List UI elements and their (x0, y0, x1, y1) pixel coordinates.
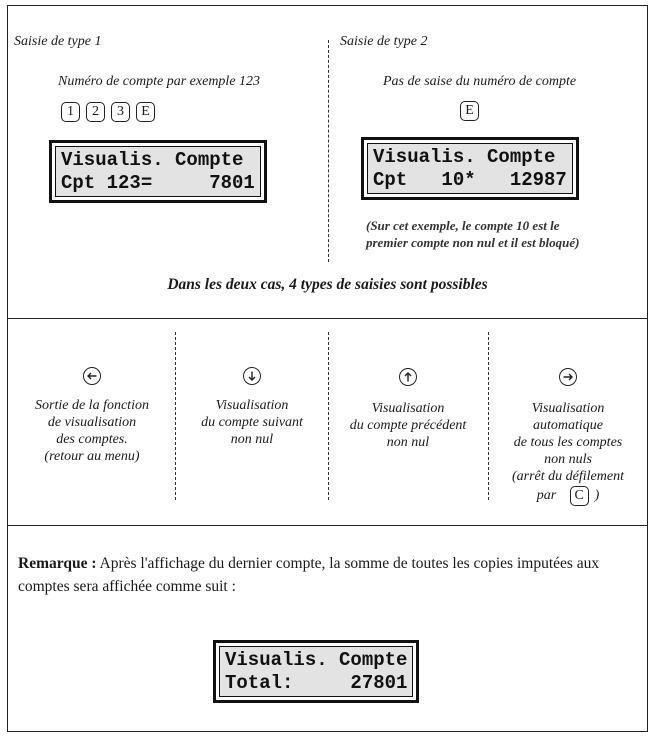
lcd-line-2: Total: 27801 (225, 672, 408, 694)
key-e[interactable]: E (460, 101, 479, 121)
lcd-line-1: Visualis. Compte (225, 649, 408, 671)
function-text: Sortie de la fonction (35, 398, 149, 413)
arrow-left-circle-icon[interactable] (83, 367, 101, 385)
column-separator (175, 332, 176, 500)
lcd-line-2: Cpt 123= 7801 (61, 172, 255, 194)
function-text: (retour au menu) (44, 449, 140, 464)
lcd-display-type2 (361, 137, 579, 200)
arrow-up-circle-icon[interactable] (399, 368, 417, 386)
type2-keys (460, 101, 485, 121)
function-text: de tous les comptes (513, 435, 623, 450)
arrow-down-circle-icon[interactable] (243, 367, 261, 385)
function-text: Visualisation (371, 401, 445, 416)
column-separator (488, 332, 489, 500)
function-text: du compte précédent (349, 418, 467, 433)
function-text: Visualisation (531, 401, 605, 416)
function-text: non nul (386, 435, 430, 450)
function-auto-scroll (493, 368, 643, 506)
column-separator (328, 332, 329, 500)
function-text: ) (594, 488, 600, 504)
key-e[interactable]: E (136, 102, 155, 122)
column-separator (328, 40, 329, 262)
type2-instruction: Pas de saise du numéro de compte (383, 74, 577, 89)
key-1[interactable]: 1 (61, 102, 80, 122)
type2-note (366, 217, 579, 251)
function-text: non nul (230, 432, 274, 447)
summary-text: Dans les deux cas, 4 types de saisies sont possibles (167, 276, 488, 293)
function-text: non nuls (544, 452, 592, 467)
function-text: de visualisation (47, 415, 137, 430)
remark-paragraph (18, 552, 628, 598)
function-text: du compte suivant (201, 415, 303, 430)
function-text: (arrêt du défilement (512, 469, 624, 484)
type1-instruction: Numéro de compte par exemple 123 (58, 74, 261, 89)
key-2[interactable]: 2 (86, 102, 105, 122)
function-text: automatique (533, 418, 603, 433)
section-divider (7, 318, 648, 319)
function-text: Visualisation (215, 398, 289, 413)
key-c[interactable]: C (570, 486, 589, 506)
function-text: par (536, 488, 557, 504)
lcd-line-2: Cpt 10* 12987 (373, 169, 567, 191)
remark-text: Après l'affichage du dernier compte, la somme de toutes les copies imputées aux comptes sera affichée comme suit : (18, 555, 600, 595)
note-line: premier compte non nul et il est bloqué) (366, 235, 580, 250)
lcd-display-type1 (49, 140, 267, 203)
section-divider (7, 525, 648, 526)
function-previous (333, 368, 483, 451)
type1-heading: Saisie de type 1 (14, 34, 102, 49)
type2-heading: Saisie de type 2 (340, 34, 428, 49)
type1-keys (61, 102, 161, 122)
function-text: des comptes. (56, 432, 128, 447)
arrow-right-circle-icon[interactable] (559, 368, 577, 386)
function-exit (14, 367, 170, 465)
lcd-line-1: Visualis. Compte (61, 149, 244, 171)
key-3[interactable]: 3 (111, 102, 130, 122)
function-next (180, 367, 324, 448)
note-line: (Sur cet exemple, le compte 10 est le (366, 218, 560, 233)
remark-label: Remarque : (18, 555, 97, 572)
lcd-display-total (213, 640, 419, 703)
lcd-line-1: Visualis. Compte (373, 146, 556, 168)
function-text-key-line (493, 486, 643, 506)
